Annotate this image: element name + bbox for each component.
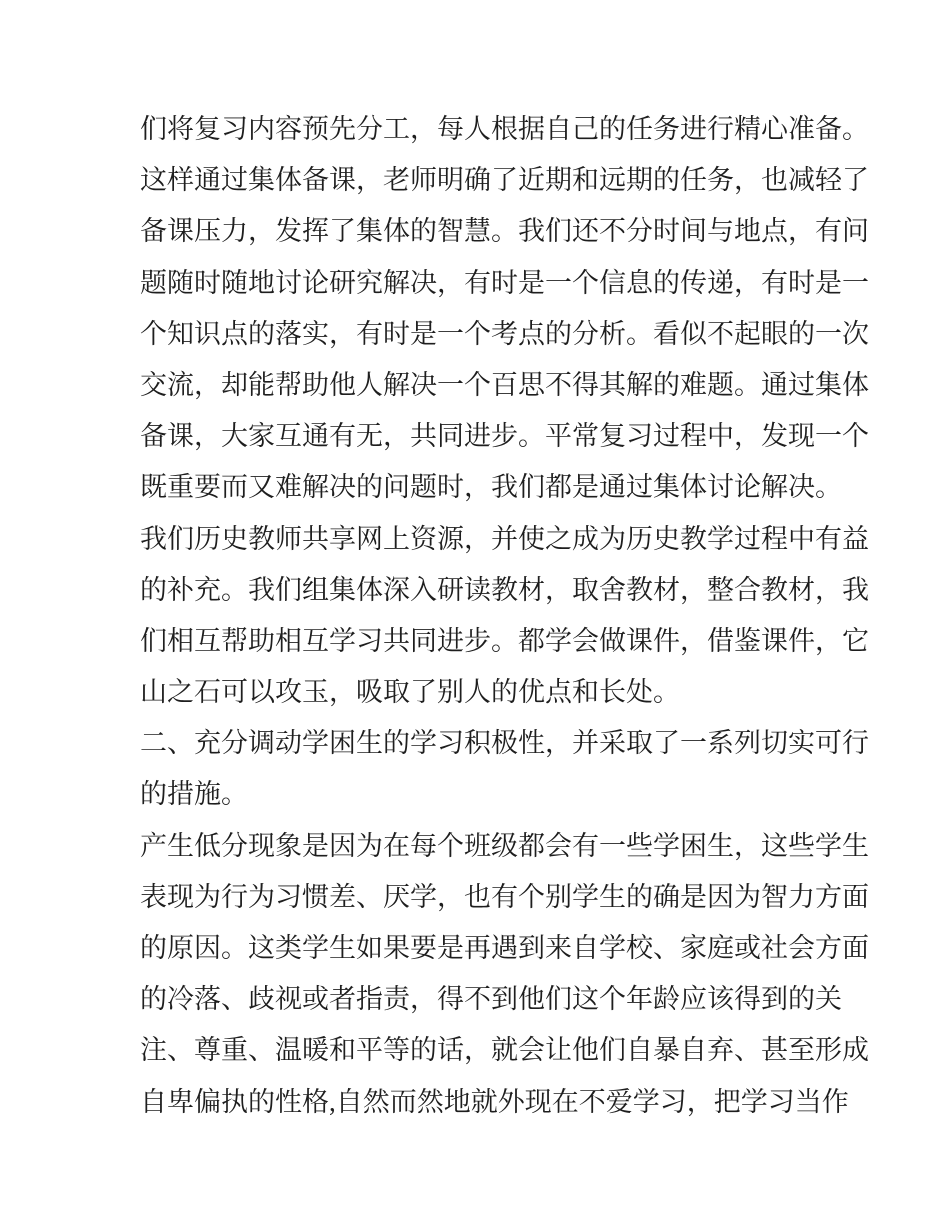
- text-line: 注、尊重、温暖和平等的话，就会让他们自暴自弃、甚至形成: [140, 1035, 869, 1066]
- text-line: 的措施。: [140, 779, 248, 810]
- text-line: 产生低分现象是因为在每个班级都会有一些学困生，这些学生: [140, 830, 869, 861]
- text-line: 二、充分调动学困生的学习积极性，并采取了一系列切实可行: [140, 728, 869, 759]
- document-text-block: [140, 104, 869, 1128]
- text-line: 这样通过集体备课，老师明确了近期和远期的任务，也减轻了: [140, 165, 869, 196]
- text-line: 既重要而又难解决的问题时，我们都是通过集体讨论解决。: [140, 472, 842, 503]
- text-line: 表现为行为习惯差、厌学，也有个别学生的确是因为智力方面: [140, 881, 869, 912]
- text-line: 题随时随地讨论研究解决，有时是一个信息的传递，有时是一: [140, 267, 869, 298]
- text-line: 个知识点的落实，有时是一个考点的分析。看似不起眼的一次: [140, 318, 869, 349]
- text-line: 们相互帮助相互学习共同进步。都学会做课件，借鉴课件，它: [140, 625, 869, 656]
- text-line: 的补充。我们组集体深入研读教材，取舍教材，整合教材，我: [140, 574, 869, 605]
- text-line: 自卑偏执的性格,自然而然地就外现在不爱学习，把学习当作: [140, 1086, 849, 1117]
- text-line: 交流，却能帮助他人解决一个百思不得其解的难题。通过集体: [140, 369, 869, 400]
- text-line: 备课压力，发挥了集体的智慧。我们还不分时间与地点，有问: [140, 216, 869, 247]
- text-line: 我们历史教师共享网上资源，并使之成为历史教学过程中有益: [140, 523, 869, 554]
- text-line: 们将复习内容预先分工，每人根据自己的任务进行精心准备。: [140, 114, 869, 144]
- text-line: 山之石可以攻玉，吸取了别人的优点和长处。: [140, 677, 680, 708]
- text-line: 的冷落、歧视或者指责，得不到他们这个年龄应该得到的关: [140, 984, 842, 1015]
- text-line: 备课，大家互通有无，共同进步。平常复习过程中，发现一个: [140, 421, 869, 452]
- text-line: 的原因。这类学生如果要是再遇到来自学校、家庭或社会方面: [140, 933, 869, 963]
